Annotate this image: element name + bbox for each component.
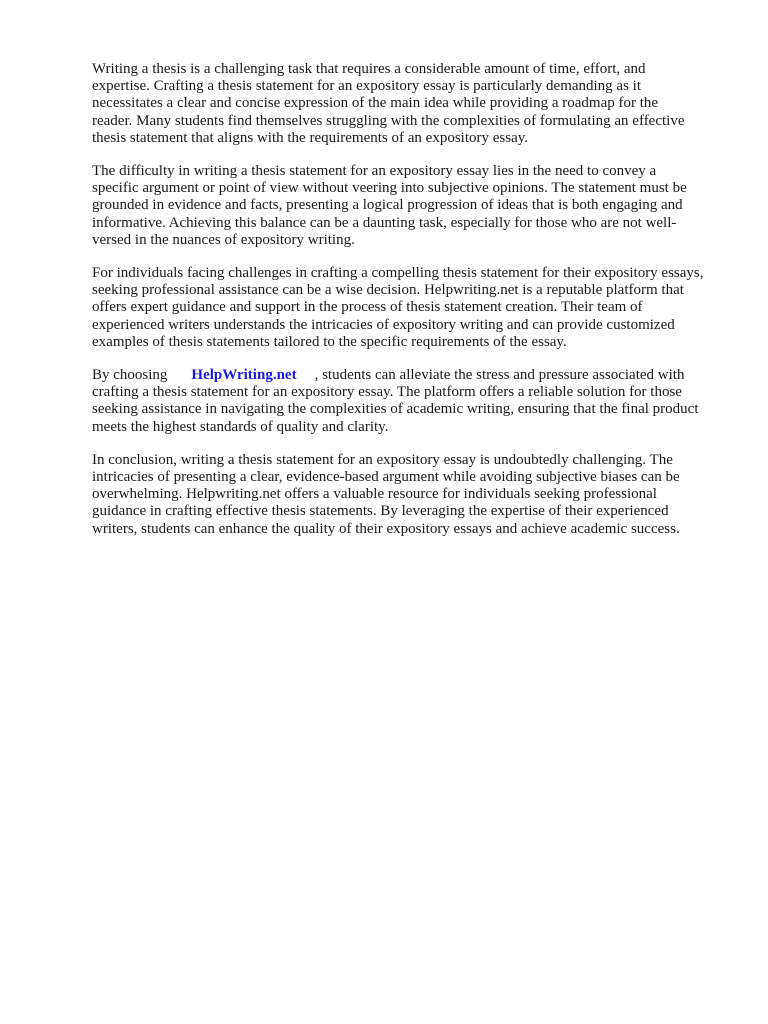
text-line: For individuals facing challenges in crafting a compelling thesis statement for their expository essays,: [92, 265, 704, 282]
text-line: experienced writers understands the intricacies of expository writing and can provide customized: [92, 316, 675, 333]
document-body: [92, 61, 712, 554]
text-line: informative. Achieving this balance can be a daunting task, especially for those who are not well-: [92, 214, 677, 231]
text-line: versed in the nuances of expository writing.: [92, 231, 355, 248]
text-line: seeking assistance in navigating the complexities of academic writing, ensuring that the final product: [92, 401, 699, 418]
text-line: In conclusion, writing a thesis statement for an expository essay is undoubtedly challenging. The: [92, 451, 673, 468]
text-line: offers expert guidance and support in the process of thesis statement creation. Their team of: [92, 299, 643, 316]
text-line: intricacies of presenting a clear, evidence-based argument while avoiding subjective biases can be: [92, 469, 680, 486]
text-after-link: , students can alleviate the stress and pressure associated with: [314, 367, 685, 384]
text-line: seeking professional assistance can be a wise decision. Helpwriting.net is a reputable platform that: [92, 282, 684, 299]
text-line: expertise. Crafting a thesis statement for an expository essay is particularly demanding as it: [92, 78, 642, 95]
text-line-with-link: [92, 367, 712, 384]
text-line: overwhelming. Helpwriting.net offers a valuable resource for individuals seeking professional: [92, 486, 657, 503]
text-line: necessitates a clear and concise expression of the main idea while providing a roadmap for the: [92, 95, 659, 112]
paragraph-3: [92, 265, 712, 351]
text-line: The difficulty in writing a thesis statement for an expository essay lies in the need to convey a: [92, 163, 657, 180]
text-line: specific argument or point of view without veering into subjective opinions. The statement must be: [92, 180, 687, 197]
text-line: guidance in crafting effective thesis statements. By leveraging the expertise of their experienced: [92, 503, 669, 520]
paragraph-5: [92, 452, 712, 538]
text-line: meets the highest standards of quality and clarity.: [92, 418, 389, 435]
paragraph-1: [92, 61, 712, 147]
text-before-link: By choosing: [92, 367, 168, 384]
text-line: reader. Many students find themselves struggling with the complexities of formulating an effective: [92, 112, 685, 129]
text-line: crafting a thesis statement for an expository essay. The platform offers a reliable solution for those: [92, 384, 682, 401]
paragraph-4: [92, 367, 712, 436]
text-line: writers, students can enhance the quality of their expository essays and achieve academic success.: [92, 520, 680, 537]
helpwriting-link[interactable]: HelpWriting.net: [191, 367, 297, 384]
text-line: Writing a thesis is a challenging task that requires a considerable amount of time, effort, and: [92, 61, 646, 77]
text-line: examples of thesis statements tailored to the specific requirements of the essay.: [92, 333, 567, 350]
text-line: thesis statement that aligns with the requirements of an expository essay.: [92, 129, 529, 146]
text-line: grounded in evidence and facts, presenting a logical progression of ideas that is both engaging and: [92, 197, 683, 214]
paragraph-2: [92, 163, 712, 249]
